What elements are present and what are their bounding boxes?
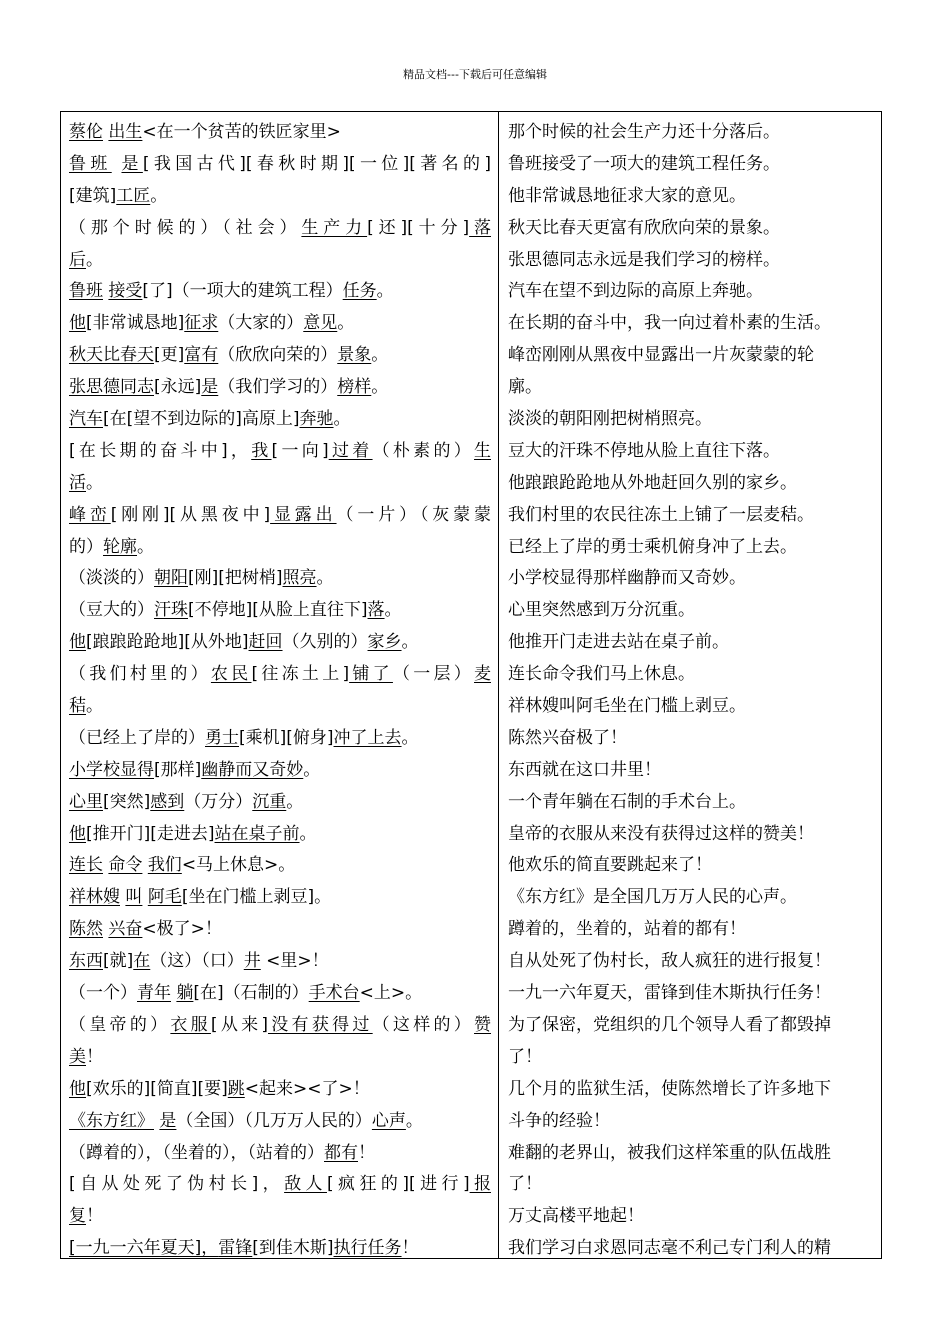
sentence-modifier: （皇帝的）: [69, 1014, 171, 1035]
sentence-line: 蹲着的，坐着的，站着的都有！: [508, 919, 746, 940]
sentence-component: 任务: [342, 281, 377, 302]
analysis-line: [69, 563, 491, 595]
sentence-modifier: [我国古代][春秋时期][一位][著名的]: [142, 153, 491, 174]
sentence-modifier: 。: [405, 1110, 423, 1131]
analysis-line: [69, 1233, 491, 1265]
sentence-modifier: 。: [137, 536, 154, 557]
sentence-component: 兴奋: [108, 919, 143, 940]
sentence-component: 冲了上去: [333, 727, 402, 748]
sentence-component: 心里: [69, 791, 103, 812]
page-header: 精品文档---下载后可任意编辑: [403, 68, 547, 81]
analysis-line: [69, 946, 491, 978]
sentence-modifier: （朴素的）: [372, 440, 475, 461]
sentence-component: 他: [69, 823, 86, 844]
sentence-column: [508, 117, 878, 1265]
sentence-component: 站在桌子前: [214, 823, 300, 844]
sentence-modifier: 。: [316, 568, 334, 589]
sentence-component: 复: [69, 1206, 86, 1227]
sentence-component: 命令: [108, 855, 143, 876]
sentence-component: 井: [243, 951, 261, 972]
sentence-modifier: [不停地][从脸上直往下]: [188, 600, 368, 621]
sentence-component: 我们: [147, 855, 182, 876]
sentence-component: 在: [133, 951, 151, 972]
sentence-component: 陈然: [69, 919, 103, 940]
sentence-modifier: 。: [376, 281, 394, 302]
sentence-modifier: [刚][把树梢]: [188, 568, 283, 589]
sentence-modifier: [建筑]: [69, 185, 117, 206]
sentence-modifier: [疯狂的][进行]: [326, 1174, 470, 1195]
sentence-component: 雷锋: [218, 1238, 253, 1259]
sentence-modifier: 的）: [69, 536, 103, 557]
sentence-line: 峰峦刚刚从黑夜中显露出一片灰蒙蒙的轮: [508, 345, 814, 366]
sentence-component: 勇士: [205, 727, 239, 748]
sentence-modifier: [更]: [154, 345, 185, 366]
sentence-component: 衣服: [170, 1014, 211, 1035]
sentence-component: 富有: [184, 345, 219, 366]
sentence-modifier: [就]: [103, 951, 134, 972]
sentence-component: 报: [469, 1174, 491, 1195]
sentence-line: 他踉踉跄跄地从外地赶回久别的家乡。: [508, 472, 797, 493]
sentence-line: 东西就在这口井里！: [508, 759, 661, 780]
sentence-line: 一九一六年夏天，雷锋到佳木斯执行任务！: [508, 983, 831, 1004]
analysis-line: [69, 1042, 491, 1074]
sentence-modifier: ！: [401, 1238, 419, 1259]
sentence-line: 自从处死了伪村长，敌人疯狂的进行报复！: [508, 951, 831, 972]
sentence-line: 了！: [508, 1046, 542, 1067]
analysis-line: [69, 276, 491, 308]
sentence-modifier: （大家的）: [218, 313, 304, 334]
sentence-modifier: （豆大的）: [69, 600, 154, 621]
sentence-component: 都有: [324, 1142, 358, 1163]
sentence-modifier: [从来]: [210, 1014, 269, 1035]
sentence-modifier: [在[望不到边际的]高原上]: [103, 409, 300, 430]
sentence-component: 汽车: [69, 409, 103, 430]
sentence-modifier: [到佳木斯]: [252, 1238, 334, 1259]
sentence-modifier: 。: [371, 377, 389, 398]
sentence-component: 他: [69, 1078, 86, 1099]
sentence-modifier: [乘机][俯身]: [239, 727, 334, 748]
sentence-modifier: <在一个贫苦的铁匠家里>: [142, 122, 341, 142]
sentence-modifier: （一层）: [392, 664, 475, 685]
analysis-line: [69, 882, 491, 914]
sentence-line: 已经上了岸的勇士乘机俯身冲了上去。: [508, 536, 797, 557]
analysis-line: [69, 1138, 491, 1170]
sentence-line: 斗争的经验！: [508, 1110, 610, 1131]
sentence-modifier: 。: [371, 345, 389, 366]
analysis-line: [69, 755, 491, 787]
sentence-modifier: 。: [286, 791, 304, 812]
sentence-component: 他: [69, 632, 86, 653]
sentence-modifier: （我们村里的）: [69, 664, 211, 685]
sentence-line: 那个时候的社会生产力还十分落后。: [508, 122, 780, 142]
sentence-line: 万丈高楼平地起！: [508, 1206, 644, 1227]
sentence-table: [60, 111, 882, 1259]
sentence-modifier: <里>！: [260, 951, 329, 972]
sentence-component: 蔡伦: [69, 122, 103, 142]
sentence-component: 工匠: [116, 185, 151, 206]
sentence-modifier: （一片）（灰蒙蒙: [336, 504, 491, 525]
sentence-modifier: [欢乐的][简直][要]: [86, 1078, 228, 1099]
sentence-component: 家乡: [367, 632, 402, 653]
sentence-component: 奔驰: [299, 409, 334, 430]
sentence-modifier: [了]（一项大的建筑工程）: [142, 281, 343, 302]
analysis-line: [69, 1010, 491, 1042]
sentence-component: 轮廓: [103, 536, 137, 557]
sentence-line: 在长期的奋斗中，我一向过着朴素的生活。: [508, 313, 831, 334]
sentence-component: 执行任务: [333, 1238, 402, 1259]
analysis-line: [69, 914, 491, 946]
sentence-line: 陈然兴奋极了！: [508, 727, 627, 748]
sentence-modifier: （一个）: [69, 983, 137, 1004]
sentence-modifier: （久别的）: [282, 632, 368, 653]
analysis-line: [69, 532, 491, 564]
sentence-line: 祥林嫂叫阿毛坐在门槛上剥豆。: [508, 696, 746, 717]
sentence-component: 幽静而又奇妙: [201, 759, 304, 780]
sentence-modifier: （欣欣向荣的）: [218, 345, 338, 366]
sentence-modifier: 。: [384, 600, 402, 621]
sentence-component: 赶回: [248, 632, 283, 653]
sentence-modifier: ！: [358, 1142, 375, 1163]
sentence-component: 赞: [474, 1014, 491, 1035]
sentence-modifier: （淡淡的）: [69, 568, 154, 589]
sentence-modifier: <马上休息>。: [181, 855, 296, 876]
sentence-component: 跳: [227, 1078, 245, 1099]
sentence-modifier: [那样]: [154, 759, 202, 780]
sentence-line: 秋天比春天更富有欣欣向荣的景象。: [508, 217, 780, 238]
sentence-component: 鲁班: [69, 153, 112, 174]
analysis-line: [69, 436, 491, 468]
sentence-modifier: （这）（口）: [150, 951, 244, 972]
sentence-line: 豆大的汗珠不停地从脸上直往下落。: [508, 440, 780, 461]
analysis-line: [69, 659, 491, 691]
sentence-line: 张思德同志永远是我们学习的榜样。: [508, 249, 780, 270]
analysis-line: [69, 245, 491, 277]
sentence-component: 秋天比春天: [69, 345, 154, 366]
sentence-component: 手术台: [308, 983, 360, 1004]
sentence-component: 叫: [125, 887, 143, 908]
sentence-modifier: 。: [333, 409, 351, 430]
sentence-component: 是: [159, 1110, 177, 1131]
sentence-line: 他欢乐的简直要跳起来了！: [508, 855, 712, 876]
sentence-modifier: [踉踉跄跄地][从外地]: [86, 632, 249, 653]
analysis-line: [69, 978, 491, 1010]
sentence-line: 他推开门走进去站在桌子前。: [508, 632, 729, 653]
sentence-line: 一个青年躺在石制的手术台上。: [508, 791, 746, 812]
sentence-modifier: [在长期的奋斗中]，: [69, 440, 252, 461]
sentence-modifier: [突然]: [103, 791, 151, 812]
sentence-line: 鲁班接受了一项大的建筑工程任务。: [508, 153, 780, 174]
sentence-modifier: 。: [303, 759, 321, 780]
analysis-line: [69, 723, 491, 755]
sentence-modifier: （我们学习的）: [218, 377, 338, 398]
sentence-component: 感到: [150, 791, 185, 812]
sentence-modifier: 。: [401, 727, 419, 748]
sentence-component: 《东方红》: [69, 1110, 154, 1131]
sentence-modifier: [刚刚][从黑夜中]: [110, 504, 271, 525]
sentence-component: 躺: [176, 983, 194, 1004]
sentence-component: 我: [251, 440, 272, 461]
analysis-line: [69, 850, 491, 882]
sentence-component: 榜样: [337, 377, 372, 398]
sentence-component: 青年: [137, 983, 171, 1004]
sentence-component: 东西: [69, 951, 103, 972]
sentence-modifier: [还][十分]: [367, 217, 470, 238]
sentence-modifier: 。: [337, 313, 355, 334]
sentence-component: 敌人: [284, 1174, 327, 1195]
analysis-line: [69, 117, 491, 149]
sentence-component: 张思德同志: [69, 377, 154, 398]
sentence-component: 是: [201, 377, 219, 398]
analysis-line: [69, 691, 491, 723]
sentence-modifier: （已经上了岸的）: [69, 727, 205, 748]
sentence-line: 小学校显得那样幽静而又奇妙。: [508, 568, 746, 589]
sentence-line: 难翻的老界山，被我们这样笨重的队伍战胜: [508, 1142, 831, 1163]
sentence-modifier: [推开门][走进去]: [86, 823, 215, 844]
sentence-component: 鲁班: [69, 281, 103, 302]
sentence-line: 皇帝的衣服从来没有获得过这样的赞美！: [508, 823, 814, 844]
sentence-component: 麦: [474, 664, 491, 685]
sentence-component: 秸: [69, 696, 86, 717]
sentence-component: 出生: [108, 122, 143, 142]
sentence-modifier: [一向]: [271, 440, 329, 461]
sentence-component: 沉重: [252, 791, 287, 812]
sentence-modifier: （那个时候的）（社会）: [69, 217, 302, 238]
sentence-modifier: [在]（石制的）: [193, 983, 309, 1004]
sentence-modifier: 。: [86, 472, 103, 493]
sentence-component: 是: [121, 153, 143, 174]
sentence-component: 祥林嫂: [69, 887, 120, 908]
sentence-component: 小学校显得: [69, 759, 154, 780]
sentence-component: 阿毛: [147, 887, 182, 908]
sentence-component: 生产力: [301, 217, 368, 238]
analysis-line: [69, 404, 491, 436]
sentence-modifier: [永远]: [154, 377, 202, 398]
sentence-modifier: 。: [150, 185, 168, 206]
sentence-modifier: 。: [86, 249, 103, 270]
analysis-line: [69, 372, 491, 404]
sentence-component: 景象: [337, 345, 372, 366]
sentence-component: 意见: [303, 313, 338, 334]
sentence-modifier: 。: [401, 632, 419, 653]
sentence-component: 农民: [210, 664, 252, 685]
sentence-modifier: （全国）（几万万人民的）: [176, 1110, 372, 1131]
sentence-line: 汽车在望不到边际的高原上奔驰。: [508, 281, 763, 302]
sentence-component: [一九一六年夏天]，: [69, 1238, 219, 1259]
sentence-component: 接受: [108, 281, 143, 302]
sentence-component: 连长: [69, 855, 103, 876]
analysis-line: [69, 595, 491, 627]
sentence-component: 后: [69, 249, 86, 270]
sentence-component: 他: [69, 313, 86, 334]
sentence-component: 汗珠: [154, 600, 188, 621]
sentence-line: 为了保密，党组织的几个领导人看了都毁掉: [508, 1014, 831, 1035]
analysis-line: [69, 1074, 491, 1106]
sentence-component: 铺了: [349, 664, 393, 685]
analysis-line: [69, 181, 491, 213]
sentence-line: 廓。: [508, 377, 542, 398]
sentence-line: 淡淡的朝阳刚把树梢照亮。: [508, 409, 712, 430]
sentence-component: 落: [469, 217, 491, 238]
sentence-component: 没有获得过: [268, 1014, 373, 1035]
sentence-line: 《东方红》是全国几万万人民的心声。: [508, 887, 797, 908]
sentence-component: 照亮: [282, 568, 317, 589]
sentence-modifier: ！: [86, 1206, 103, 1227]
sentence-modifier: <极了>！: [142, 919, 222, 940]
analysis-line: [69, 308, 491, 340]
analysis-line: [69, 468, 491, 500]
sentence-component: 征求: [184, 313, 219, 334]
sentence-component: 心声: [371, 1110, 406, 1131]
sentence-modifier: [坐在门槛上剥豆]。: [181, 887, 332, 908]
sentence-line: 我们村里的农民往冻土上铺了一层麦秸。: [508, 504, 814, 525]
analysis-line: [69, 787, 491, 819]
sentence-line: 了！: [508, 1174, 542, 1195]
sentence-component: 美: [69, 1046, 86, 1067]
analysis-line: [69, 213, 491, 245]
analysis-line: [69, 1106, 491, 1138]
sentence-modifier: （万分）: [184, 791, 253, 812]
sentence-line: 心里突然感到万分沉重。: [508, 600, 695, 621]
analysis-line: [69, 627, 491, 659]
sentence-modifier: （这样的）: [372, 1014, 475, 1035]
analysis-line: [69, 149, 491, 181]
sentence-line: 连长命令我们马上休息。: [508, 664, 695, 685]
sentence-component: 过着: [328, 440, 373, 461]
sentence-modifier: 。: [86, 696, 103, 717]
sentence-component: 峰峦: [69, 504, 111, 525]
analysis-line: [69, 340, 491, 372]
sentence-modifier: <上>。: [359, 983, 423, 1004]
column-divider: [498, 112, 499, 1258]
sentence-component: 落: [367, 600, 385, 621]
sentence-modifier: <起来><了>！: [244, 1078, 370, 1099]
analysis-line: [69, 500, 491, 532]
sentence-line: 我们学习白求恩同志毫不利己专门利人的精: [508, 1238, 831, 1259]
analysis-line: [69, 1169, 491, 1201]
sentence-modifier: 。: [299, 823, 317, 844]
analysis-column: [69, 117, 491, 1265]
sentence-modifier: [往冻土上]: [251, 664, 350, 685]
sentence-modifier: （蹲着的），（坐着的），（站着的）: [69, 1142, 324, 1163]
analysis-line: [69, 819, 491, 851]
sentence-component: 显露出: [270, 504, 337, 525]
sentence-component: 活: [69, 472, 86, 493]
analysis-line: [69, 1201, 491, 1233]
sentence-line: 几个月的监狱生活，使陈然增长了许多地下: [508, 1078, 831, 1099]
sentence-modifier: ！: [86, 1046, 103, 1067]
sentence-modifier: [非常诚恳地]: [86, 313, 185, 334]
sentence-component: 生: [474, 440, 491, 461]
sentence-modifier: [自从处死了伪村长]，: [69, 1174, 285, 1195]
sentence-line: 他非常诚恳地征求大家的意见。: [508, 185, 746, 206]
sentence-component: 朝阳: [154, 568, 188, 589]
